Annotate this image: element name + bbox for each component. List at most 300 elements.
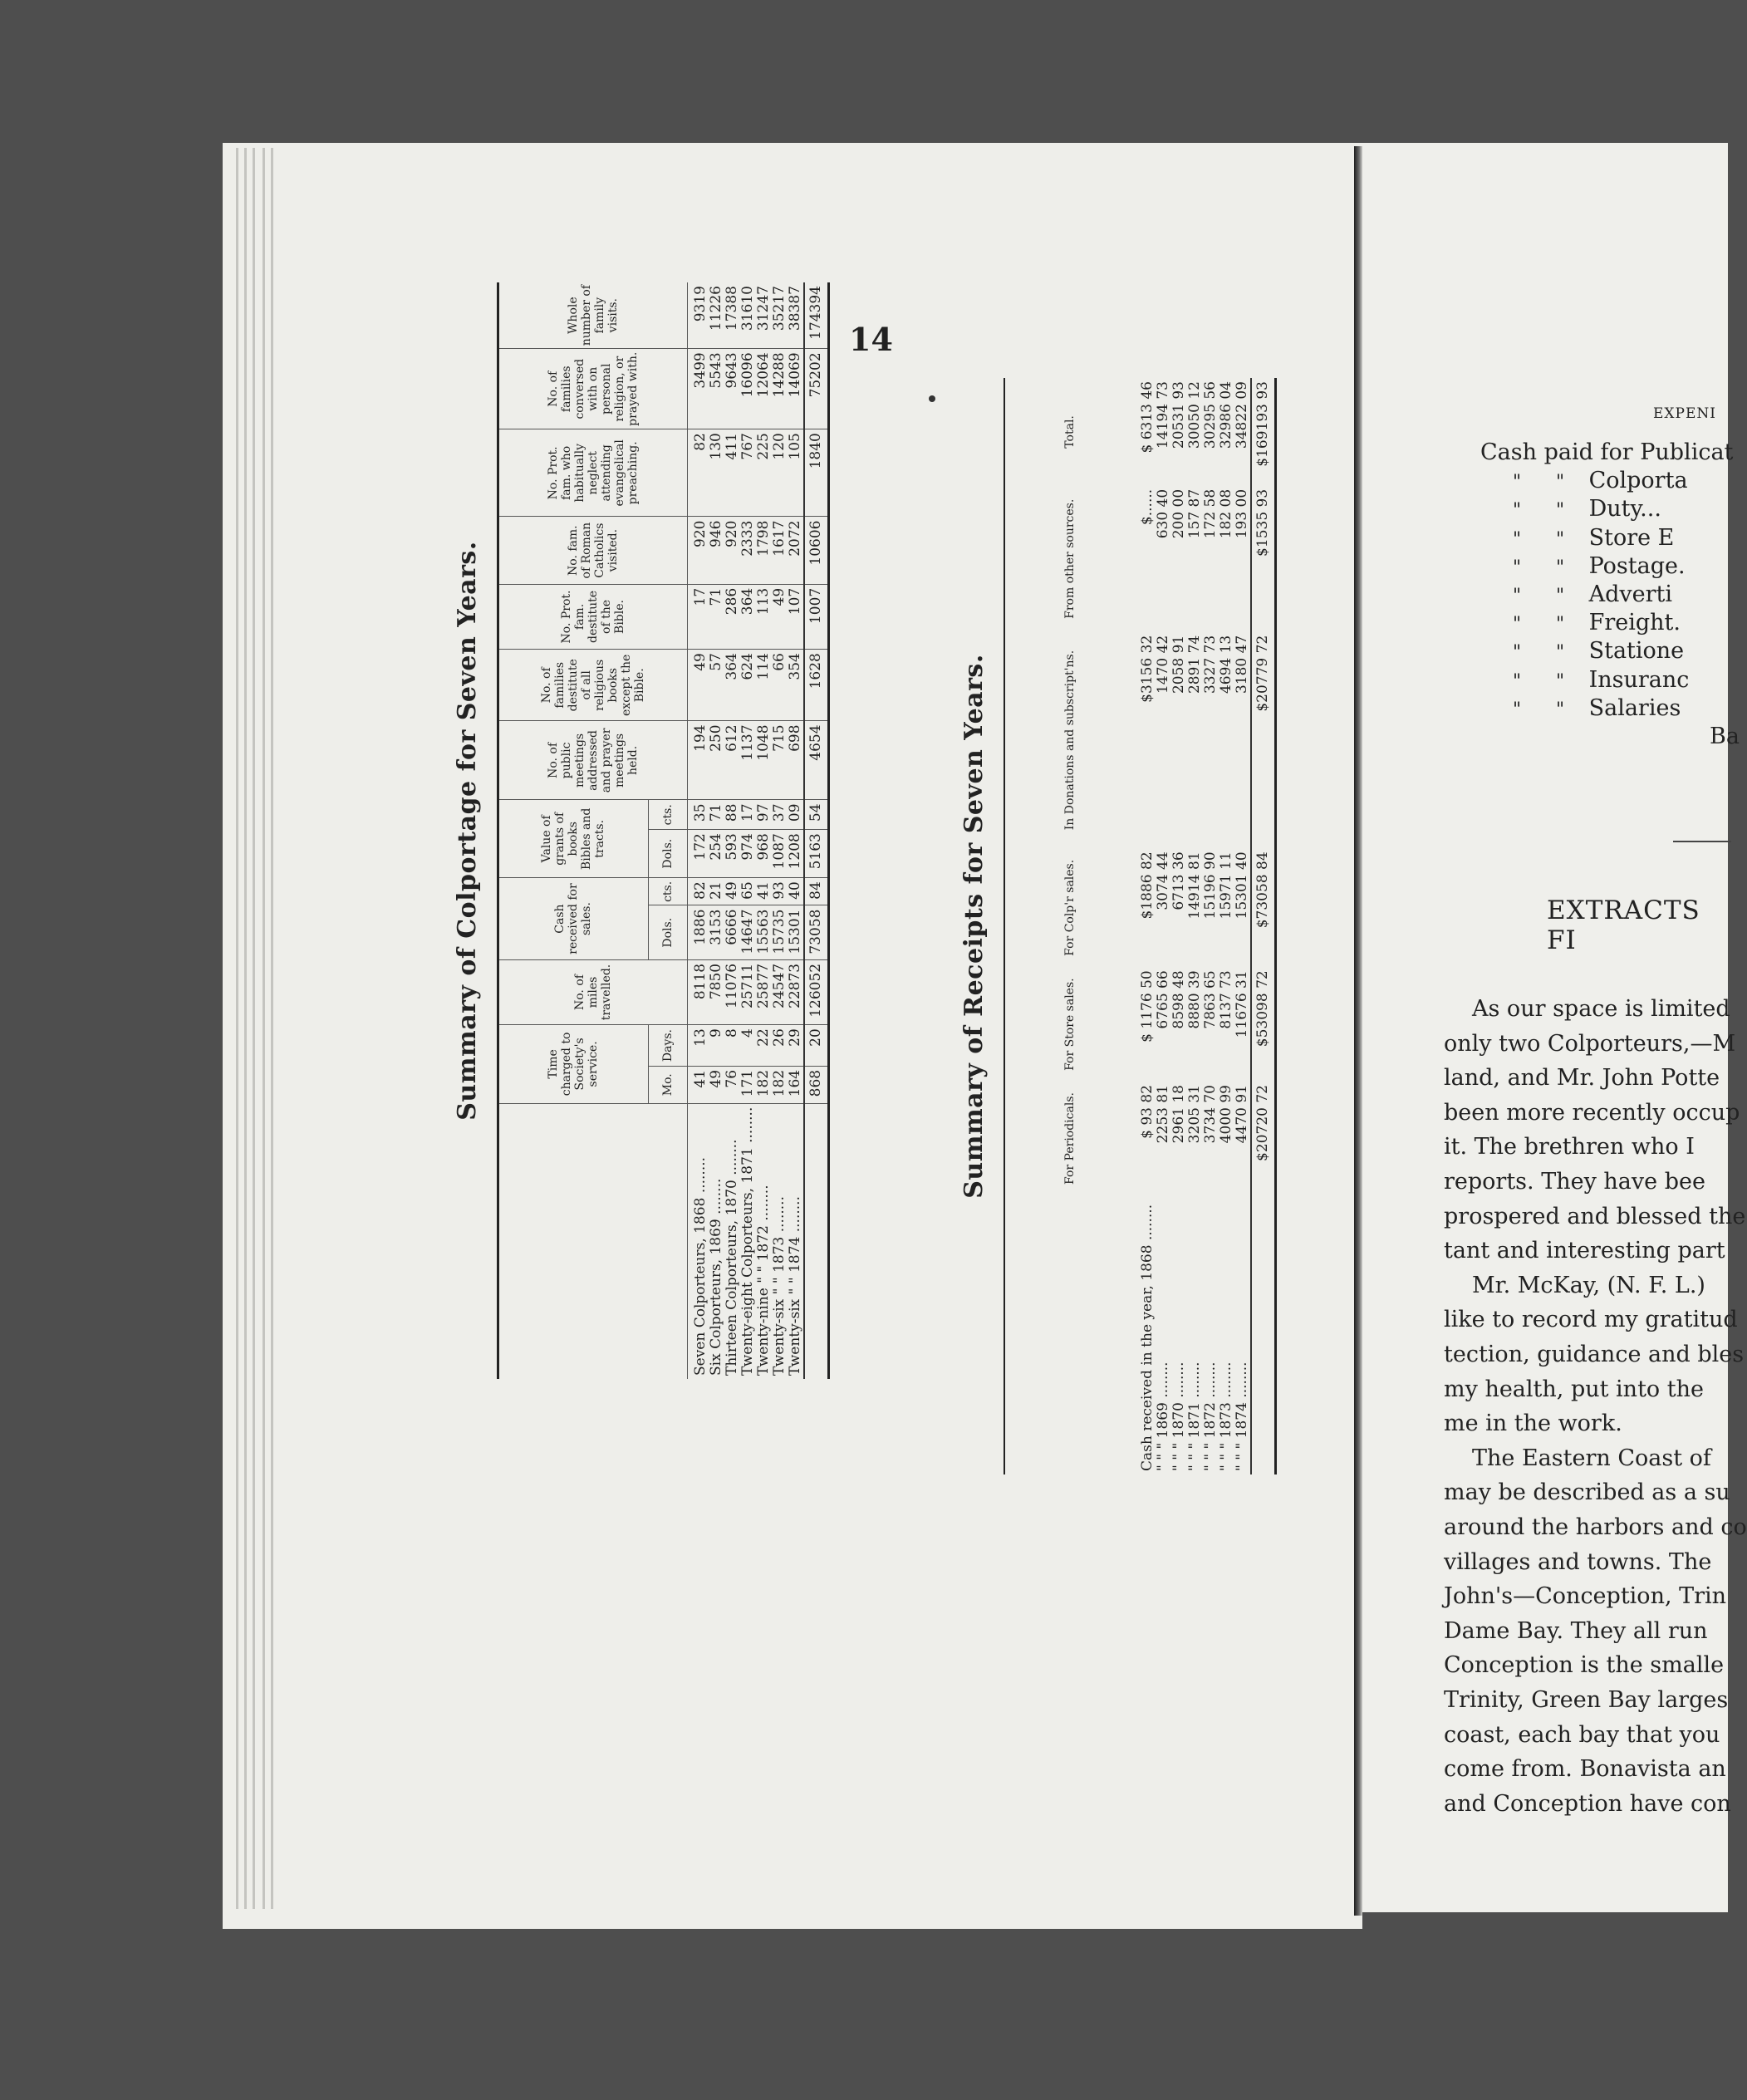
ditto-mark: " xyxy=(1555,500,1565,522)
cell-other: 182 08 xyxy=(1218,488,1234,539)
cell-neglect: 130 xyxy=(709,429,724,517)
cell-miles: 7850 xyxy=(709,959,724,1024)
header-miles: No. of miles travelled. xyxy=(498,959,688,1024)
table-row xyxy=(788,282,804,1379)
total-visits: 174394 xyxy=(804,282,829,349)
cell-meetings: 194 xyxy=(688,721,709,800)
cell-dest-bible: 17 xyxy=(688,584,709,649)
expenditures-heading: EXPENI xyxy=(1653,405,1716,422)
totals-row xyxy=(804,282,829,1379)
extracts-heading: EXTRACTS FI xyxy=(1547,895,1700,955)
cell-grant-c: 71 xyxy=(709,800,724,830)
header-meetings: No. of public meetings addressed and prayer meetings held. xyxy=(498,721,688,800)
cell-periodicals: 3734 70 xyxy=(1202,1085,1219,1144)
cell-periodicals: 2961 18 xyxy=(1170,1085,1187,1144)
table-row xyxy=(1156,378,1171,1474)
cell-other: 157 87 xyxy=(1186,488,1203,539)
cell-dest-bible: 286 xyxy=(724,584,740,649)
row-label: Cash received in the year, 1868 ........ xyxy=(1139,1204,1156,1471)
cell-neglect: 767 xyxy=(740,429,756,517)
book-gutter xyxy=(1354,146,1362,1916)
cell-miles: 8118 xyxy=(688,959,709,1024)
cell-miles: 11076 xyxy=(724,959,740,1024)
cell-neglect: 105 xyxy=(788,429,804,517)
total-meetings: 4654 xyxy=(804,721,829,800)
cell-catholics: 2333 xyxy=(740,517,756,584)
cell-mo: 164 xyxy=(788,1066,804,1103)
total-days: 20 xyxy=(804,1025,829,1067)
header-grants-cts: cts. xyxy=(648,800,687,830)
expenditure-prefix: Cash paid for xyxy=(1480,439,1641,465)
paragraph-line: and Conception have con xyxy=(1444,1790,1731,1817)
cell-grant-c: 88 xyxy=(724,800,740,830)
header-visits: Whole number of family visits. xyxy=(498,282,688,349)
expenditure-item: Postage. xyxy=(1588,552,1686,579)
cell-donations: 3180 47 xyxy=(1234,635,1250,694)
cell-total: 30050 12 xyxy=(1186,381,1203,449)
page-number: 14 xyxy=(849,321,893,358)
cell-donations: 3327 73 xyxy=(1202,635,1219,694)
cell-dest-rel: 49 xyxy=(688,650,709,721)
expenditure-line xyxy=(1495,552,1686,582)
expenditure-item: Colporta xyxy=(1588,468,1688,494)
row-label: " " " 1871 ........ xyxy=(1186,1362,1203,1471)
cell-cash-c: 93 xyxy=(772,878,788,905)
ditto-mark: " xyxy=(1555,699,1565,720)
cell-mo: 171 xyxy=(740,1066,756,1103)
cell-visits: 17388 xyxy=(724,282,740,349)
header-destitute-bible: No. Prot. fam. destitute of the Bible. xyxy=(498,584,688,649)
expenditure-line xyxy=(1495,637,1684,667)
paragraph-line: come from. Bonavista an xyxy=(1444,1756,1726,1783)
page-edge xyxy=(253,148,255,1909)
cell-periodicals: 4470 91 xyxy=(1234,1085,1250,1144)
paragraph-line: it. The brethren who I xyxy=(1444,1134,1695,1160)
cell-days: 13 xyxy=(688,1025,709,1067)
colportage-table xyxy=(497,282,830,1379)
table-row xyxy=(709,282,724,1379)
cell-dest-rel: 66 xyxy=(772,650,788,721)
expenditure-item: Publicat xyxy=(1640,439,1734,465)
cell-dest-bible: 113 xyxy=(756,584,772,649)
header-cash-cts: cts. xyxy=(648,878,687,905)
cell-cash-c: 65 xyxy=(740,878,756,905)
paragraph-line: my health, put into the xyxy=(1444,1376,1704,1402)
expenditure-line xyxy=(1480,439,1733,467)
paragraph-line: Dame Bay. They all run xyxy=(1444,1617,1708,1644)
cell-dest-bible: 364 xyxy=(740,584,756,649)
cell-cash-d: 15301 xyxy=(788,905,804,959)
cell-conversed: 5543 xyxy=(709,349,724,429)
cell-donations: 2891 74 xyxy=(1186,635,1203,694)
cell-catholics: 2072 xyxy=(788,517,804,584)
cell-meetings: 715 xyxy=(772,721,788,800)
cell-mo: 76 xyxy=(724,1066,740,1103)
total-periodicals: $20720 72 xyxy=(1251,1082,1276,1195)
paragraph-line: villages and towns. The xyxy=(1444,1548,1712,1575)
paragraph-line: like to record my gratitud xyxy=(1444,1307,1738,1333)
cell-cash-c: 41 xyxy=(756,878,772,905)
expenditure-line xyxy=(1495,666,1689,696)
cell-catholics: 1798 xyxy=(756,517,772,584)
expenditure-line xyxy=(1495,581,1672,611)
cell-cash-d: 6666 xyxy=(724,905,740,959)
cell-visits: 31247 xyxy=(756,282,772,349)
header-other-sources: From other sources. xyxy=(1063,498,1077,619)
cell-dest-rel: 624 xyxy=(740,650,756,721)
cell-neglect: 411 xyxy=(724,429,740,517)
cell-grant-d: 968 xyxy=(756,830,772,878)
expenditure-item: Statione xyxy=(1588,638,1685,665)
cell-store: 8880 39 xyxy=(1186,970,1203,1029)
row-label xyxy=(1251,1195,1276,1474)
cell-grant-c: 09 xyxy=(788,800,804,830)
table-row xyxy=(1203,378,1219,1474)
header-cash: Cash received for sales. xyxy=(498,878,649,960)
table-row xyxy=(688,282,709,1379)
header-store-sales: For Store sales. xyxy=(1063,978,1077,1071)
ditto-mark: " xyxy=(1555,557,1565,578)
paragraph-line: Mr. McKay, (N. F. L.) xyxy=(1472,1272,1705,1298)
paragraph-line: tant and interesting part xyxy=(1444,1238,1725,1264)
cell-periodicals: 3205 31 xyxy=(1186,1085,1203,1144)
cell-colp: 15971 11 xyxy=(1218,851,1234,920)
cell-neglect: 225 xyxy=(756,429,772,517)
ink-dot xyxy=(929,395,935,402)
row-label: Twenty-six " " 1874 ........ xyxy=(787,1196,803,1376)
expenditure-line xyxy=(1495,609,1681,639)
paragraph-line: me in the work. xyxy=(1444,1411,1622,1437)
cell-grant-c: 17 xyxy=(740,800,756,830)
cell-other: 200 00 xyxy=(1170,488,1187,539)
cell-grant-c: 97 xyxy=(756,800,772,830)
total-donations: $20779 72 xyxy=(1251,632,1276,849)
page-edge xyxy=(236,148,238,1909)
header-periodicals: For Periodicals. xyxy=(1063,1092,1077,1185)
header-mo: Mo. xyxy=(648,1066,687,1103)
cell-conversed: 14288 xyxy=(772,349,788,429)
totals-row xyxy=(1251,378,1276,1474)
cell-days: 4 xyxy=(740,1025,756,1067)
total-mo: 868 xyxy=(804,1066,829,1103)
header-neglect: No. Prot. fam. who habitually neglect attending evangelical preaching. xyxy=(498,429,688,517)
expenditure-line xyxy=(1710,723,1740,751)
table-row xyxy=(1219,378,1234,1474)
cell-store: $ 1176 50 xyxy=(1139,970,1156,1043)
cell-cash-c: 40 xyxy=(788,878,804,905)
cell-store: 6765 66 xyxy=(1155,970,1171,1029)
cell-cash-c: 82 xyxy=(688,878,709,905)
row-label: " " " 1874 ........ xyxy=(1234,1362,1250,1471)
row-label: Thirteen Colporteurs, 1870 ........ xyxy=(724,1139,740,1376)
cell-catholics: 946 xyxy=(709,517,724,584)
cell-periodicals: $ 93 82 xyxy=(1139,1085,1156,1139)
total-grant-d: 5163 xyxy=(804,830,829,878)
cell-dest-rel: 364 xyxy=(724,650,740,721)
total-neglect: 1840 xyxy=(804,429,829,517)
header-conversed: No. of families conversed with on personal religion, or prayed with. xyxy=(498,349,688,429)
header-grants: Value of grants of books Bibles and tracts. xyxy=(498,800,649,878)
cell-grant-d: 1087 xyxy=(772,830,788,878)
total-colp: $73058 84 xyxy=(1251,848,1276,967)
cell-neglect: 120 xyxy=(772,429,788,517)
paragraph-line: As our space is limited xyxy=(1472,996,1730,1022)
receipts-table xyxy=(1004,378,1277,1474)
cell-cash-c: 21 xyxy=(709,878,724,905)
paragraph-line: may be described as a su xyxy=(1444,1479,1730,1506)
ditto-mark: " xyxy=(1512,670,1522,692)
cell-conversed: 3499 xyxy=(688,349,709,429)
row-label: Twenty-eight Colporteurs, 1871 ........ xyxy=(739,1106,756,1376)
table-row xyxy=(1234,378,1251,1474)
cell-meetings: 1137 xyxy=(740,721,756,800)
cell-conversed: 12064 xyxy=(756,349,772,429)
expenditure-item: Freight. xyxy=(1588,610,1681,636)
row-label: Seven Colporteurs, 1868 ........ xyxy=(692,1156,709,1376)
cell-grant-d: 1208 xyxy=(788,830,804,878)
table-row xyxy=(756,282,772,1379)
cell-colp: 15196 90 xyxy=(1202,851,1219,920)
ditto-mark: " xyxy=(1512,472,1522,493)
total-dest-bible: 1007 xyxy=(804,584,829,649)
expenditure-item: Store E xyxy=(1588,524,1675,551)
paragraph-line: tection, guidance and bles xyxy=(1444,1342,1745,1367)
section-rule xyxy=(1673,841,1731,842)
cell-cash-d: 15563 xyxy=(756,905,772,959)
cell-days: 9 xyxy=(709,1025,724,1067)
cell-dest-bible: 49 xyxy=(772,584,788,649)
total-grant-c: 54 xyxy=(804,800,829,830)
cell-colp: $1886 82 xyxy=(1139,851,1156,920)
table-row xyxy=(740,282,756,1379)
expenditure-line xyxy=(1495,694,1681,724)
cell-periodicals: 2253 81 xyxy=(1155,1085,1171,1144)
cell-visits: 38387 xyxy=(788,282,804,349)
header-donations: In Donations and subscript'ns. xyxy=(1063,650,1077,831)
paragraph-line: John's—Conception, Trin xyxy=(1444,1583,1727,1610)
cell-visits: 35217 xyxy=(772,282,788,349)
cell-days: 26 xyxy=(772,1025,788,1067)
header-time-charged: Time charged to Society's service. xyxy=(498,1025,649,1103)
expenditure-item: Ba xyxy=(1710,724,1740,749)
cell-grant-d: 593 xyxy=(724,830,740,878)
cell-colp: 6713 36 xyxy=(1170,851,1187,910)
paragraph-line: coast, each bay that you xyxy=(1444,1721,1720,1748)
cell-donations: 2058 91 xyxy=(1170,635,1187,694)
cell-grant-d: 254 xyxy=(709,830,724,878)
cell-days: 22 xyxy=(756,1025,772,1067)
ditto-mark: " xyxy=(1555,642,1565,664)
cell-cash-d: 3153 xyxy=(709,905,724,959)
expenditure-item: Duty... xyxy=(1588,496,1661,523)
cell-other: 630 40 xyxy=(1155,488,1171,539)
ditto-mark: " xyxy=(1512,528,1522,550)
paragraph-line: Conception is the smalle xyxy=(1444,1652,1725,1679)
ditto-mark: " xyxy=(1512,586,1522,606)
expenditure-item: Insuranc xyxy=(1588,666,1690,693)
cell-total: 32986 04 xyxy=(1218,381,1234,449)
cell-mo: 41 xyxy=(688,1066,709,1103)
paragraph-line: prospered and blessed the xyxy=(1444,1203,1746,1229)
expenditure-line xyxy=(1495,524,1674,554)
cell-miles: 25877 xyxy=(756,959,772,1024)
cell-mo: 182 xyxy=(772,1066,788,1103)
cell-other: 172 58 xyxy=(1202,488,1219,539)
header-destitute-religious: No. of families destitute of all religious books except the Bible. xyxy=(498,650,688,721)
cell-meetings: 612 xyxy=(724,721,740,800)
cell-periodicals: 4000 99 xyxy=(1218,1085,1234,1144)
cell-days: 29 xyxy=(788,1025,804,1067)
total-catholics: 10606 xyxy=(804,517,829,584)
total-cash-c: 84 xyxy=(804,878,829,905)
total-dest-rel: 1628 xyxy=(804,650,829,721)
row-label: " " " 1873 ........ xyxy=(1218,1362,1234,1471)
cell-mo: 182 xyxy=(756,1066,772,1103)
header-total: Total. xyxy=(1063,415,1077,449)
page-edge xyxy=(271,148,273,1909)
header-days: Days. xyxy=(648,1025,687,1067)
paragraph-line: reports. They have bee xyxy=(1444,1169,1705,1195)
paragraph-line: been more recently occup xyxy=(1444,1099,1740,1126)
paragraph-line: Trinity, Green Bay larges xyxy=(1444,1687,1729,1713)
cell-cash-d: 1886 xyxy=(688,905,709,959)
cell-dest-rel: 354 xyxy=(788,650,804,721)
cell-colp: 15301 40 xyxy=(1234,851,1250,920)
ditto-mark: " xyxy=(1512,699,1522,720)
ditto-mark: " xyxy=(1555,528,1565,550)
expenditure-line xyxy=(1495,467,1688,497)
row-label: Six Colporteurs, 1869 ........ xyxy=(708,1178,724,1376)
ditto-mark: " xyxy=(1512,614,1522,635)
row-label: " " " 1872 ........ xyxy=(1202,1362,1219,1471)
expenditure-item: Adverti xyxy=(1588,581,1672,607)
table-row xyxy=(1135,378,1156,1474)
cell-total: 14194 73 xyxy=(1155,381,1171,449)
expenditure-line xyxy=(1495,495,1661,525)
paragraph-line: only two Colporteurs,—M xyxy=(1444,1030,1736,1057)
cell-grant-d: 172 xyxy=(688,830,709,878)
page-edge xyxy=(263,148,265,1909)
row-label: " " " 1870 ........ xyxy=(1170,1362,1187,1471)
cell-catholics: 920 xyxy=(724,517,740,584)
ditto-mark: " xyxy=(1555,586,1565,606)
paragraph-line: around the harbors and co xyxy=(1444,1514,1747,1540)
cell-grant-d: 974 xyxy=(740,830,756,878)
row-label xyxy=(804,1103,829,1379)
header-colp-sales: For Colp'r sales. xyxy=(1063,859,1077,956)
cell-other: $...... xyxy=(1139,488,1156,526)
colportage-rows xyxy=(688,282,829,1379)
table-row xyxy=(1187,378,1203,1474)
cell-visits: 31610 xyxy=(740,282,756,349)
cell-cash-c: 49 xyxy=(724,878,740,905)
ditto-mark: " xyxy=(1555,670,1565,692)
cell-store: 8598 48 xyxy=(1170,970,1187,1029)
total-total: $169193 93 xyxy=(1251,378,1276,486)
cell-grant-c: 35 xyxy=(688,800,709,830)
cell-conversed: 14069 xyxy=(788,349,804,429)
cell-dest-bible: 107 xyxy=(788,584,804,649)
row-label: Twenty-nine " " 1872 ........ xyxy=(755,1185,772,1376)
ditto-mark: " xyxy=(1512,500,1522,522)
cell-total: 30295 56 xyxy=(1202,381,1219,449)
header-cash-dols: Dols. xyxy=(648,905,687,959)
cell-dest-rel: 57 xyxy=(709,650,724,721)
cell-miles: 24547 xyxy=(772,959,788,1024)
receipts-summary xyxy=(959,378,1277,1474)
total-miles: 126052 xyxy=(804,959,829,1024)
ditto-mark: " xyxy=(1555,614,1565,635)
cell-meetings: 250 xyxy=(709,721,724,800)
table-row xyxy=(1171,378,1187,1474)
receipts-label-header xyxy=(1004,1195,1135,1474)
ditto-mark: " xyxy=(1555,472,1565,493)
cell-grant-c: 37 xyxy=(772,800,788,830)
cell-store: 7863 65 xyxy=(1202,970,1219,1029)
paragraph-line: The Eastern Coast of xyxy=(1472,1445,1711,1471)
table-row xyxy=(772,282,788,1379)
cell-meetings: 698 xyxy=(788,721,804,800)
cell-dest-rel: 114 xyxy=(756,650,772,721)
cell-visits: 11226 xyxy=(709,282,724,349)
receipts-title: Summary of Receipts for Seven Years. xyxy=(959,654,989,1199)
total-store: $53098 72 xyxy=(1251,967,1276,1082)
cell-meetings: 1048 xyxy=(756,721,772,800)
cell-mo: 49 xyxy=(709,1066,724,1103)
cell-colp: 3074 44 xyxy=(1155,851,1171,910)
row-label: Twenty-six " " 1873 ........ xyxy=(771,1196,788,1376)
total-other: $1535 93 xyxy=(1251,486,1276,632)
cell-donations: $3156 32 xyxy=(1139,635,1156,703)
cell-total: 20531 93 xyxy=(1170,381,1187,449)
cell-miles: 25711 xyxy=(740,959,756,1024)
cell-conversed: 9643 xyxy=(724,349,740,429)
ditto-mark: " xyxy=(1512,642,1522,664)
receipts-rows xyxy=(1135,378,1276,1474)
colportage-summary xyxy=(453,282,830,1379)
cell-miles: 22873 xyxy=(788,959,804,1024)
cell-cash-d: 14647 xyxy=(740,905,756,959)
row-label: " " " 1869 ........ xyxy=(1155,1362,1171,1471)
header-grants-dols: Dols. xyxy=(648,830,687,878)
page-edge xyxy=(244,148,247,1909)
paragraph-line: land, and Mr. John Potte xyxy=(1444,1065,1720,1092)
expenditure-item: Salaries xyxy=(1588,694,1681,721)
colportage-title: Summary of Colportage for Seven Years. xyxy=(453,541,482,1121)
table-row xyxy=(724,282,740,1379)
cell-neglect: 82 xyxy=(688,429,709,517)
cell-donations: 1470 42 xyxy=(1155,635,1171,694)
header-catholics: No. fam. of Roman Catholics visited. xyxy=(498,517,688,584)
total-cash-d: 73058 xyxy=(804,905,829,959)
cell-donations: 4694 13 xyxy=(1218,635,1234,694)
cell-catholics: 1617 xyxy=(772,517,788,584)
cell-catholics: 920 xyxy=(688,517,709,584)
cell-total: 34822 09 xyxy=(1234,381,1250,449)
cell-visits: 9319 xyxy=(688,282,709,349)
cell-conversed: 16096 xyxy=(740,349,756,429)
cell-store: 11676 31 xyxy=(1234,970,1250,1038)
cell-store: 8137 73 xyxy=(1218,970,1234,1029)
cell-cash-d: 15735 xyxy=(772,905,788,959)
cell-total: $ 6313 46 xyxy=(1139,381,1156,454)
cell-colp: 14914 81 xyxy=(1186,851,1203,920)
cell-days: 8 xyxy=(724,1025,740,1067)
cell-other: 193 00 xyxy=(1234,488,1250,539)
ditto-mark: " xyxy=(1512,557,1522,578)
cell-dest-bible: 71 xyxy=(709,584,724,649)
total-conversed: 75202 xyxy=(804,349,829,429)
